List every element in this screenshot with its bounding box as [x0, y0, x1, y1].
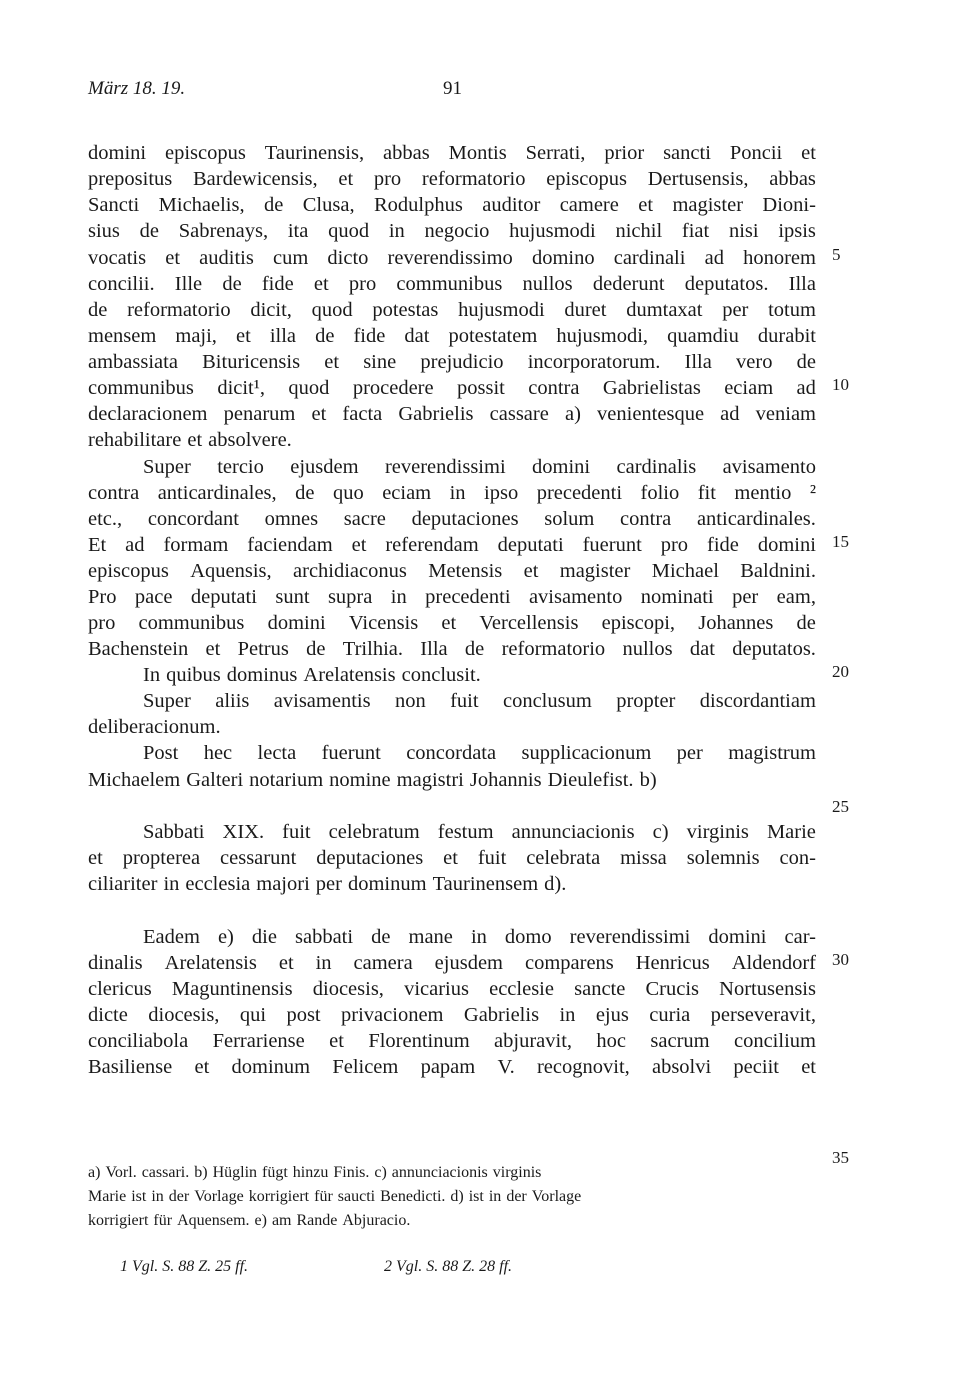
- text-line: rehabilitare et absolvere.: [88, 429, 292, 451]
- text-line: Bachenstein et Petrus de Trilhia. Illa de reformatorio nullos dat deputatos.: [88, 638, 816, 660]
- text-line: Pro pace deputati sunt supra in precedenti avisamento nominati per eam,: [88, 586, 816, 608]
- text-line: domini episcopus Taurinensis, abbas Montis Serrati, prior sancti Poncii et: [88, 142, 816, 164]
- text-line: deliberacionum.: [88, 716, 221, 738]
- reference-note: 1 Vgl. S. 88 Z. 25 ff.: [120, 1258, 249, 1275]
- text-line: dinalis Arelatensis et in camera ejusdem comparens Henricus Aldendorf: [88, 952, 816, 974]
- running-title: März 18. 19.: [88, 78, 186, 99]
- line-number: 30: [832, 950, 849, 969]
- text-line: sius de Sabrenays, ita quod in negocio hujusmodi nichil fiat nisi ipsis: [88, 220, 816, 242]
- page-number: 91: [443, 78, 462, 99]
- text-line: Eadem e) die sabbati de mane in domo reverendissimi domini car-: [143, 926, 816, 948]
- text-line: etc., concordant omnes sacre deputaciones solum contra anticardinales.: [88, 508, 816, 530]
- text-line: In quibus dominus Arelatensis conclusit.: [143, 664, 481, 686]
- footnote-line: a) Vorl. cassari. b) Hüglin fügt hinzu Finis. c) annunciacionis virginis: [88, 1164, 542, 1181]
- line-number: 5: [832, 245, 841, 264]
- text-line: ambassiata Bituricensis et sine prejudicio incorporatorum. Illa vero de: [88, 351, 816, 373]
- text-line: communibus dicit¹, quod procedere possit contra Gabrielistas eciam ad: [88, 377, 816, 399]
- text-line: Michaelem Galteri notarium nomine magistri Johannis Dieulefist. b): [88, 769, 657, 791]
- text-line: Super aliis avisamentis non fuit conclusum propter discordantiam: [143, 690, 816, 712]
- text-line: clericus Maguntinensis diocesis, vicarius ecclesie sancte Crucis Nortusensis: [88, 978, 816, 1000]
- footnote-line: Marie ist in der Vorlage korrigiert für saucti Benedicti. d) ist in der Vorlage: [88, 1188, 582, 1205]
- text-line: de reformatorio dicit, quod potestas hujusmodi duret dumtaxat per totum: [88, 299, 816, 321]
- line-number: 20: [832, 662, 849, 681]
- text-line: mensem maji, et illa de fide dat potestatem hujusmodi, quamdiu durabit: [88, 325, 816, 347]
- text-line: contra anticardinales, de quo eciam in ipso precedenti folio fit mentio ²: [88, 482, 816, 504]
- footnote-line: korrigiert für Aquensem. e) am Rande Abjuracio.: [88, 1212, 411, 1229]
- line-number: 35: [832, 1148, 849, 1167]
- line-number: 15: [832, 532, 849, 551]
- text-line: Post hec lecta fuerunt concordata supplicacionum per magistrum: [143, 742, 816, 764]
- text-line: prepositus Bardewicensis, et pro reformatorio episcopus Dertusensis, abbas: [88, 168, 816, 190]
- text-line: et propterea cessarunt deputaciones et fuit celebrata missa solemnis con-: [88, 847, 816, 869]
- line-number: 10: [832, 375, 849, 394]
- text-line: Sabbati XIX. fuit celebratum festum annunciacionis c) virginis Marie: [143, 821, 816, 843]
- text-line: vocatis et auditis cum dicto reverendissimo domino cardinali ad honorem: [88, 247, 816, 269]
- reference-note: 2 Vgl. S. 88 Z. 28 ff.: [384, 1258, 513, 1275]
- page-header: [88, 78, 462, 100]
- text-line: Et ad formam faciendam et referendam deputati fuerunt pro fide domini: [88, 534, 816, 556]
- line-number: 25: [832, 797, 849, 816]
- text-line: declaracionem penarum et facta Gabrielis cassare a) venientesque ad veniam: [88, 403, 816, 425]
- text-line: ciliariter in ecclesia majori per dominum Taurinensem d).: [88, 873, 567, 895]
- text-line: Basiliense et dominum Felicem papam V. recognovit, absolvi peciit et: [88, 1056, 816, 1078]
- text-line: Sancti Michaelis, de Clusa, Rodulphus auditor camere et magister Dioni-: [88, 194, 816, 216]
- text-line: pro communibus domini Vicensis et Vercellensis episcopi, Johannes de: [88, 612, 816, 634]
- text-line: conciliabola Ferrariense et Florentinum abjuravit, hoc sacrum concilium: [88, 1030, 816, 1052]
- text-line: concilii. Ille de fide et pro communibus nullos dederunt deputatos. Illa: [88, 273, 816, 295]
- text-line: dicte diocesis, qui post privacionem Gabrielis in ejus curia perseveravit,: [88, 1004, 816, 1026]
- text-line: Super tercio ejusdem reverendissimi domini cardinalis avisamento: [143, 456, 816, 478]
- text-line: episcopus Aquensis, archidiaconus Metensis et magister Michael Baldnini.: [88, 560, 816, 582]
